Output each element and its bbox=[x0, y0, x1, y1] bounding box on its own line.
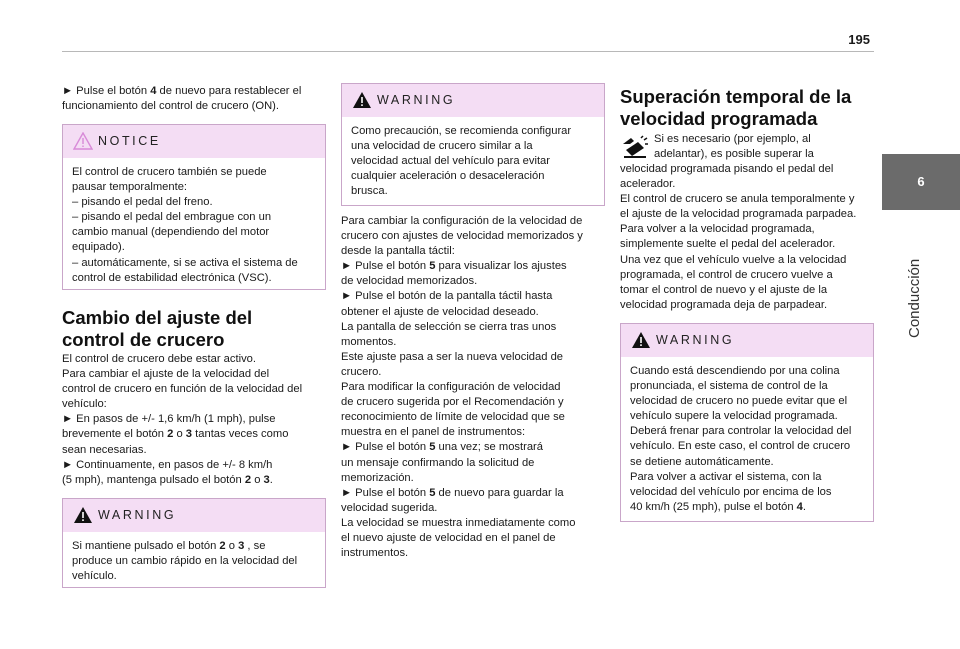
text-line: Si mantiene pulsado el botón 2 o 3 , se bbox=[72, 540, 266, 552]
text-line: ► Pulse el botón 5 de nuevo para guardar la bbox=[341, 486, 564, 499]
text-line: velocidad programada pisando el pedal del bbox=[620, 163, 834, 175]
warning-icon bbox=[631, 331, 651, 349]
text-line: momentos. bbox=[341, 335, 397, 348]
text-line: Para cambiar la configuración de la velocidad de bbox=[341, 215, 583, 227]
text-line: Deberá frenar para controlar la velocidad del bbox=[630, 425, 852, 438]
section-body bbox=[62, 352, 326, 488]
warning-body bbox=[342, 117, 604, 207]
warning-header bbox=[63, 499, 325, 532]
text-line: de velocidad memorizados. bbox=[341, 275, 478, 288]
warning-box bbox=[341, 83, 605, 206]
heading-line: control de crucero bbox=[62, 329, 225, 350]
text-line: – pisando el pedal del embrague con un bbox=[72, 211, 272, 224]
text-line: velocidad de crucero no puede evitar que el bbox=[630, 395, 848, 408]
text-line: control de crucero en función de la velocidad del bbox=[62, 383, 303, 396]
text-line: Una vez que el vehículo vuelve a la velocidad bbox=[620, 253, 847, 266]
text-line: cambio manual (dependiendo del motor bbox=[72, 226, 270, 239]
text-line: crucero. bbox=[341, 365, 382, 378]
text-line: Para volver a activar el sistema, con la bbox=[630, 470, 822, 483]
text-line: desde la pantalla táctil: bbox=[341, 245, 455, 258]
text-line: memorización. bbox=[341, 471, 414, 484]
text-line: se detiene automáticamente. bbox=[630, 455, 774, 468]
warning-title: WARNING bbox=[656, 333, 735, 347]
text-line: pausar temporalmente: bbox=[72, 181, 188, 194]
text-line: vehículo supere la velocidad programada. bbox=[630, 410, 838, 423]
text-line: ► Continuamente, en pasos de +/- 8 km/h bbox=[62, 458, 273, 471]
text-line: de crucero sugerida por el Recomendación y bbox=[341, 396, 564, 409]
warning-box bbox=[620, 323, 874, 522]
heading-line: velocidad programada bbox=[620, 108, 818, 129]
text-line: Cuando está descendiendo por una colina bbox=[630, 365, 840, 377]
text-line: sean necesarias. bbox=[62, 443, 147, 456]
section-body bbox=[341, 214, 605, 561]
warning-header bbox=[342, 84, 604, 117]
warning-title: WARNING bbox=[98, 508, 177, 522]
text-line: vehículo. En este caso, el control de crucero bbox=[630, 440, 851, 453]
heading-line: Cambio del ajuste del bbox=[62, 307, 253, 328]
text-line: crucero con ajustes de velocidad memorizados y bbox=[341, 230, 583, 243]
warning-body bbox=[63, 532, 325, 592]
text-line: La velocidad se muestra inmediatamente como bbox=[341, 516, 576, 529]
text-line: brevemente el botón 2 o 3 tantas veces como bbox=[62, 428, 289, 441]
text-line: – pisando el pedal del freno. bbox=[72, 196, 213, 209]
notice-body bbox=[63, 158, 325, 294]
text-line: ► En pasos de +/- 1,6 km/h (1 mph), pulse bbox=[62, 413, 276, 426]
text-line: una velocidad de crucero similar a la bbox=[351, 140, 533, 153]
text-line: El control de crucero debe estar activo. bbox=[62, 353, 257, 365]
text-line: brusca. bbox=[351, 185, 388, 198]
section-body bbox=[620, 162, 874, 313]
text-line: velocidad del vehículo por encima de los bbox=[630, 485, 832, 498]
text-line: La pantalla de selección se cierra tras unos bbox=[341, 320, 557, 333]
notice-box bbox=[62, 124, 326, 290]
warning-title: WARNING bbox=[377, 93, 456, 107]
text-line: simplemente suelte el pedal del acelerador. bbox=[620, 238, 836, 251]
text-line: Como precaución, se recomienda configurar bbox=[351, 125, 572, 137]
text-line: obtener el ajuste de velocidad deseado. bbox=[341, 305, 539, 318]
text-line: cualquier aceleración o desaceleración bbox=[351, 170, 545, 183]
text-line: ► Pulse el botón 5 para visualizar los ajustes bbox=[341, 260, 567, 273]
text-line: pronunciada, el sistema de control de la bbox=[630, 380, 828, 393]
text-line: el ajuste de la velocidad programada parpadea. bbox=[620, 208, 857, 221]
chapter-title: Conducción bbox=[906, 258, 923, 338]
text-line: Para volver a la velocidad programada, bbox=[620, 223, 815, 236]
section-heading bbox=[62, 307, 326, 351]
notice-title: NOTICE bbox=[98, 134, 161, 148]
text-line: muestra en el panel de instrumentos: bbox=[341, 426, 526, 439]
text-line: programada, el control de crucero vuelve a bbox=[620, 268, 833, 281]
text-line: el nuevo ajuste de velocidad en el panel de bbox=[341, 531, 556, 544]
icon-text bbox=[654, 132, 874, 162]
text-line: Para modificar la configuración de velocidad bbox=[341, 381, 561, 394]
notice-icon bbox=[73, 132, 93, 150]
text-line: vehículo: bbox=[62, 398, 107, 411]
text-line: El control de crucero se anula temporalmente y bbox=[620, 193, 855, 206]
text-line: instrumentos. bbox=[341, 547, 409, 560]
notice-header bbox=[63, 125, 325, 158]
text-line: ► Pulse el botón 4 de nuevo para restablecer el funcionamiento del control de crucero (ON). bbox=[62, 85, 302, 113]
text-line: (5 mph), mantenga pulsado el botón 2 o 3. bbox=[62, 473, 273, 486]
text-line: Este ajuste pasa a ser la nueva velocidad de bbox=[341, 350, 564, 363]
warning-icon bbox=[352, 91, 372, 109]
text-line: Para cambiar el ajuste de la velocidad del bbox=[62, 368, 270, 381]
warning-body bbox=[621, 357, 873, 523]
text-line: acelerador. bbox=[620, 178, 676, 191]
page-number: 195 bbox=[848, 32, 870, 47]
section-heading bbox=[620, 86, 874, 130]
text-line: velocidad actual del vehículo para evitar bbox=[351, 155, 551, 168]
text-line: vehículo. bbox=[72, 570, 117, 583]
header-rule bbox=[62, 51, 874, 52]
text-line: velocidad sugerida. bbox=[341, 501, 438, 514]
warning-header bbox=[621, 324, 873, 357]
chapter-tab: 6 bbox=[882, 154, 960, 210]
text-line: 40 km/h (25 mph), pulse el botón 4. bbox=[630, 500, 807, 513]
heading-line: Superación temporal de la bbox=[620, 86, 852, 107]
text-line: equipado). bbox=[72, 241, 125, 254]
accelerator-icon bbox=[620, 134, 650, 160]
warning-icon bbox=[73, 506, 93, 524]
text-line: adelantar), es posible superar la bbox=[654, 148, 814, 161]
text-line: reconocimiento de límite de velocidad que se bbox=[341, 411, 565, 424]
text-line: El control de crucero también se puede bbox=[72, 166, 267, 178]
text-line: velocidad programada deja de parpadear. bbox=[620, 298, 828, 311]
text-line: produce un cambio rápido en la velocidad del bbox=[72, 555, 298, 568]
warning-box bbox=[62, 498, 326, 588]
text-line: ► Pulse el botón 5 una vez; se mostrará bbox=[341, 441, 544, 454]
text-line: un mensaje confirmando la solicitud de bbox=[341, 456, 535, 469]
intro-text bbox=[62, 84, 326, 114]
text-line: tomar el control de nuevo y el ajuste de la bbox=[620, 283, 828, 296]
text-line: ► Pulse el botón de la pantalla táctil hasta bbox=[341, 290, 553, 303]
text-line: control de estabilidad electrónica (VSC). bbox=[72, 271, 272, 284]
text-line: – automáticamente, si se activa el sistema de bbox=[72, 256, 298, 269]
text-line: Si es necesario (por ejemplo, al bbox=[654, 133, 811, 145]
